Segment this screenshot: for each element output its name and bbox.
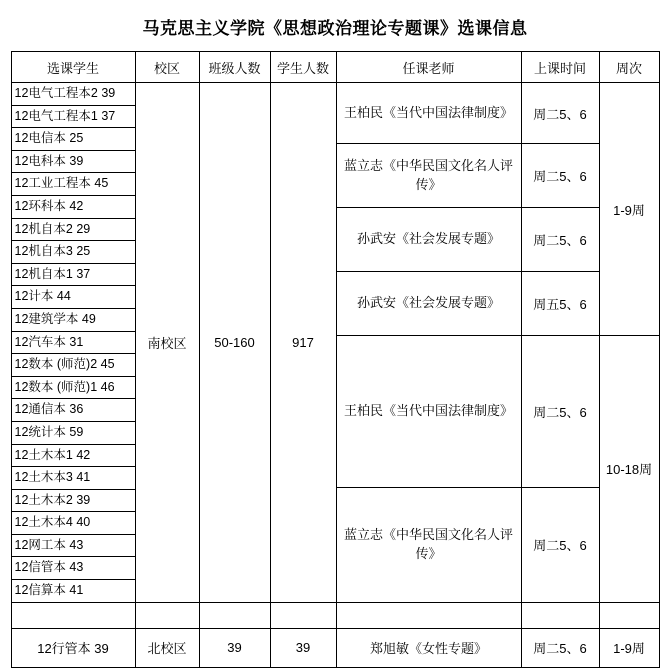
student-row bbox=[12, 263, 135, 286]
weeks-10-18: 10-18周 bbox=[599, 336, 659, 603]
teacher-3: 孙武安《社会发展专题》 bbox=[336, 208, 521, 272]
spacer-cell-6 bbox=[521, 602, 599, 628]
teacher-5: 王柏民《当代中国法律制度》 bbox=[336, 336, 521, 488]
header-weeks: 周次 bbox=[599, 52, 659, 83]
student-row bbox=[12, 354, 135, 377]
spacer-cell-1 bbox=[11, 602, 135, 628]
north-weeks: 1-9周 bbox=[599, 628, 659, 667]
spacer-cell-4 bbox=[270, 602, 336, 628]
table-header-row bbox=[11, 52, 659, 83]
student-entry: 12建筑学本 49 bbox=[12, 308, 135, 331]
student-row bbox=[12, 173, 135, 196]
class-time-4: 周五5、6 bbox=[521, 272, 599, 336]
class-time-2: 周二5、6 bbox=[521, 144, 599, 208]
student-row bbox=[12, 444, 135, 467]
student-entry: 12通信本 36 bbox=[12, 399, 135, 422]
student-entry: 12统计本 59 bbox=[12, 421, 135, 444]
student-entry: 12土木本3 41 bbox=[12, 467, 135, 490]
header-class-time: 上课时间 bbox=[521, 52, 599, 83]
header-campus: 校区 bbox=[135, 52, 199, 83]
class-size-south: 50-160 bbox=[199, 83, 270, 603]
student-row bbox=[12, 128, 135, 151]
header-class-size: 班级人数 bbox=[199, 52, 270, 83]
student-row bbox=[12, 241, 135, 264]
student-entry: 12机自本3 25 bbox=[12, 241, 135, 264]
student-entry: 12土木本1 42 bbox=[12, 444, 135, 467]
student-entry: 12信管本 43 bbox=[12, 557, 135, 580]
teacher-4: 孙武安《社会发展专题》 bbox=[336, 272, 521, 336]
student-list-cell bbox=[11, 83, 135, 603]
teacher-2: 蓝立志《中华民国文化名人评传》 bbox=[336, 144, 521, 208]
student-row bbox=[12, 512, 135, 535]
north-teacher: 郑旭敏《女性专题》 bbox=[336, 628, 521, 667]
student-entry: 12网工本 43 bbox=[12, 534, 135, 557]
student-entry: 12电科本 39 bbox=[12, 150, 135, 173]
student-count-south: 917 bbox=[270, 83, 336, 603]
student-row bbox=[12, 421, 135, 444]
student-list bbox=[12, 83, 135, 602]
south-campus-row bbox=[11, 83, 659, 144]
student-row bbox=[12, 83, 135, 105]
student-entry: 12电气工程本1 37 bbox=[12, 105, 135, 128]
student-entry: 12计本 44 bbox=[12, 286, 135, 309]
student-entry: 12机自本1 37 bbox=[12, 263, 135, 286]
student-entry: 12机自本2 29 bbox=[12, 218, 135, 241]
spacer-cell-5 bbox=[336, 602, 521, 628]
student-entry: 12工业工程本 45 bbox=[12, 173, 135, 196]
weeks-1-9: 1-9周 bbox=[599, 83, 659, 336]
header-teacher: 任课老师 bbox=[336, 52, 521, 83]
teacher-1: 王柏民《当代中国法律制度》 bbox=[336, 83, 521, 144]
student-row bbox=[12, 399, 135, 422]
page-title: 马克思主义学院《思想政治理论专题课》选课信息 bbox=[142, 19, 528, 38]
student-row bbox=[12, 195, 135, 218]
student-row bbox=[12, 376, 135, 399]
teacher-6: 蓝立志《中华民国文化名人评传》 bbox=[336, 487, 521, 602]
north-students: 12行管本 39 bbox=[11, 628, 135, 667]
class-time-5: 周二5、6 bbox=[521, 336, 599, 488]
student-row bbox=[12, 331, 135, 354]
student-row bbox=[12, 150, 135, 173]
student-entry: 12汽车本 31 bbox=[12, 331, 135, 354]
student-row bbox=[12, 308, 135, 331]
student-row bbox=[12, 489, 135, 512]
north-class-size: 39 bbox=[199, 628, 270, 667]
student-row bbox=[12, 218, 135, 241]
class-time-6: 周二5、6 bbox=[521, 487, 599, 602]
campus-south: 南校区 bbox=[135, 83, 199, 603]
student-entry: 12土木本2 39 bbox=[12, 489, 135, 512]
north-class-time: 周二5、6 bbox=[521, 628, 599, 667]
student-entry: 12电信本 25 bbox=[12, 128, 135, 151]
north-campus: 北校区 bbox=[135, 628, 199, 667]
student-entry: 12电气工程本2 39 bbox=[12, 83, 135, 105]
student-row bbox=[12, 557, 135, 580]
student-row bbox=[12, 286, 135, 309]
north-campus-row bbox=[11, 628, 659, 667]
header-students: 选课学生 bbox=[11, 52, 135, 83]
spacer-cell-3 bbox=[199, 602, 270, 628]
student-row bbox=[12, 580, 135, 602]
class-time-1: 周二5、6 bbox=[521, 83, 599, 144]
student-entry: 12数本 (师范)1 46 bbox=[12, 376, 135, 399]
spacer-cell-7 bbox=[599, 602, 659, 628]
student-row bbox=[12, 534, 135, 557]
spacer-row bbox=[11, 602, 659, 628]
student-entry: 12土木本4 40 bbox=[12, 512, 135, 535]
course-selection-table bbox=[11, 51, 660, 668]
student-row bbox=[12, 105, 135, 128]
student-entry: 12环科本 42 bbox=[12, 195, 135, 218]
spacer-cell-2 bbox=[135, 602, 199, 628]
header-student-count: 学生人数 bbox=[270, 52, 336, 83]
class-time-3: 周二5、6 bbox=[521, 208, 599, 272]
student-row bbox=[12, 467, 135, 490]
student-entry: 12信算本 41 bbox=[14, 583, 84, 598]
student-entry: 12数本 (师范)2 45 bbox=[12, 354, 135, 377]
north-student-count: 39 bbox=[270, 628, 336, 667]
